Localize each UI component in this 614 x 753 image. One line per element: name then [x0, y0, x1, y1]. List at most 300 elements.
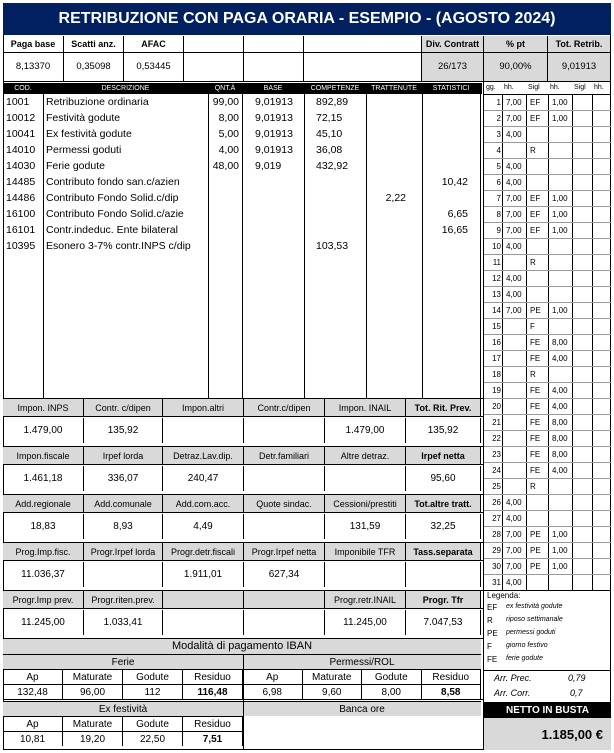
calendar-hours: 4,00	[506, 274, 522, 283]
calendar-hours-2: 1,00	[552, 194, 568, 203]
calendar-hours-2: 8,00	[552, 338, 568, 347]
summary-value	[244, 418, 325, 443]
legend-desc: ex festività godute	[506, 603, 563, 610]
line-desc: Contributo fondo san.c/azien	[46, 176, 180, 188]
calendar-day: 24	[492, 466, 501, 475]
column-divider	[422, 94, 423, 399]
calendar-day: 15	[492, 322, 501, 331]
col-qnta: QNT.À	[208, 83, 242, 94]
calendar-day: 19	[492, 386, 501, 395]
line-competenze: 432,92	[316, 160, 349, 172]
summary-value: 95,60	[406, 466, 481, 491]
calendar-row-line	[484, 286, 611, 287]
summary-label: Progr.Imp prev.	[3, 591, 84, 608]
ferie-value: 116,48	[183, 684, 243, 699]
calendar-day: 29	[492, 546, 501, 555]
summary-value: 336,07	[84, 466, 163, 491]
calendar-day: 21	[492, 418, 501, 427]
line-cod: 10041	[6, 128, 36, 140]
line-desc: Ferie godute	[46, 160, 105, 172]
legend-code: PE	[487, 629, 498, 638]
calendar-code: EF	[530, 210, 541, 219]
column-divider	[366, 94, 367, 399]
summary-label: Impon.altri	[163, 399, 244, 416]
ferie-header: Maturate	[63, 669, 123, 684]
line-competenze: 36,08	[316, 144, 343, 156]
calendar-day: 1	[496, 98, 501, 107]
calendar-row-line	[484, 318, 611, 319]
summary-value: 1.461,18	[3, 466, 84, 491]
permessi-value: 9,60	[303, 684, 363, 699]
calendar-hours-2: 8,00	[552, 434, 568, 443]
bottom-sep-line	[3, 699, 483, 700]
legend-desc: giorno festivo	[506, 642, 548, 649]
calendar-row-line	[484, 350, 611, 351]
calendar-row-line	[484, 158, 611, 159]
legend-code: EF	[487, 603, 498, 612]
header-label	[184, 36, 244, 52]
calendar-hours-2: 4,00	[552, 466, 568, 475]
summary-value: 32,25	[406, 514, 481, 539]
calendar-day: 26	[492, 498, 501, 507]
summary-value: 131,59	[325, 514, 406, 539]
permessi-value: 8,58	[422, 684, 482, 699]
header-label: Tot. Retrib.	[548, 36, 611, 52]
line-qnta: 5,00	[218, 128, 239, 140]
calendar-day: 18	[492, 370, 501, 379]
permessi-header: Maturate	[303, 669, 363, 684]
calendar-row-line	[484, 334, 611, 335]
calendar-row-line	[484, 270, 611, 271]
calendar-day: 6	[496, 178, 501, 187]
summary-value: 135,92	[84, 418, 163, 443]
col-descrizione: DESCRIZIONE	[43, 83, 208, 94]
calendar-code: PE	[530, 530, 541, 539]
calendar-hours-2: 4,00	[552, 402, 568, 411]
calendar-header: Sigl	[528, 84, 540, 91]
header-label	[304, 36, 422, 52]
exfest-value: 22,50	[123, 731, 183, 746]
summary-label: Progr.detr.fiscali	[163, 543, 244, 560]
summary-label: Progr.riten.prev.	[84, 591, 163, 608]
calendar-hours: 4,00	[506, 162, 522, 171]
summary-label: Tot. Rit. Prev.	[406, 399, 481, 416]
summary-value: 8,93	[84, 514, 163, 539]
calendar-hours: 4,00	[506, 242, 522, 251]
calendar-hours-2: 4,00	[552, 386, 568, 395]
rounding-curr-label: Arr. Corr.	[494, 688, 531, 698]
line-qnta: 48,00	[212, 160, 239, 172]
calendar-header: hh.	[504, 84, 514, 91]
calendar-row-line	[484, 302, 611, 303]
summary-value	[84, 562, 163, 587]
calendar-day: 31	[492, 578, 501, 587]
exfest-header: Maturate	[63, 716, 123, 731]
net-pay-value: 1.185,00 €	[484, 718, 611, 750]
line-desc: Permessi goduti	[46, 144, 122, 156]
legend-desc: ferie godute	[506, 655, 543, 662]
summary-value	[163, 418, 244, 443]
summary-label: Prog.Imp.fisc.	[3, 543, 84, 560]
line-cod: 14485	[6, 176, 36, 188]
summary-label: Impon. INAIL	[325, 399, 406, 416]
rounding-prev-value: 0,79	[568, 673, 586, 683]
calendar-day: 4	[496, 146, 501, 155]
header-value: 8,13370	[3, 52, 64, 81]
line-cod: 1001	[6, 96, 30, 108]
calendar-day: 2	[496, 114, 501, 123]
header-label: Scatti anz.	[64, 36, 124, 52]
summary-value	[325, 466, 406, 491]
line-statistici: 6,65	[447, 208, 468, 220]
rounding-curr-value: 0,7	[570, 688, 583, 698]
header-value: 26/173	[422, 52, 484, 81]
calendar-day: 16	[492, 338, 501, 347]
line-desc: Contributo Fondo Solid.c/azie	[46, 208, 184, 220]
calendar-day: 23	[492, 450, 501, 459]
summary-value: 18,83	[3, 514, 84, 539]
calendar-row-line	[484, 190, 611, 191]
header-bottom	[3, 81, 611, 82]
line-base: 9,01913	[255, 128, 293, 140]
summary-value: 1.479,00	[325, 418, 406, 443]
calendar-code: R	[530, 146, 536, 155]
calendar-header: hh.	[550, 84, 560, 91]
summary-label: Tass.separata	[406, 543, 481, 560]
exfest-title: Ex festività	[3, 701, 243, 716]
legend-code: R	[487, 616, 493, 625]
summary-label-line	[3, 560, 483, 561]
permessi-title: Permessi/ROL	[243, 654, 481, 669]
summary-value	[325, 562, 406, 587]
calendar-code: FE	[530, 386, 541, 395]
col-trattenute: TRATTENUTE	[366, 83, 422, 94]
line-desc: Ex festività godute	[46, 128, 132, 140]
calendar-code: EF	[530, 194, 541, 203]
line-competenze: 72,15	[316, 112, 343, 124]
header-label: AFAC	[124, 36, 184, 52]
permessi-header: Godute	[362, 669, 422, 684]
calendar-hours: 4,00	[506, 130, 522, 139]
summary-value: 1.911,01	[163, 562, 244, 587]
summary-label: Altre detraz.	[325, 447, 406, 464]
header-value	[184, 52, 244, 81]
summary-label-line	[3, 416, 483, 417]
calendar-hours-2: 1,00	[552, 114, 568, 123]
line-trattenute: 2,22	[385, 192, 406, 204]
summary-label: Add.regionale	[3, 495, 84, 512]
legend-desc: riposo settimanale	[506, 616, 563, 623]
calendar-code: FE	[530, 354, 541, 363]
calendar-day: 10	[492, 242, 501, 251]
calendar-hours: 7,00	[506, 194, 522, 203]
calendar-hours-2: 1,00	[552, 210, 568, 219]
header-value	[304, 52, 422, 81]
calendar-row-line	[484, 222, 611, 223]
summary-label: Cessioni/prestiti	[325, 495, 406, 512]
line-base: 9,01913	[255, 96, 293, 108]
ferie-header: Residuo	[183, 669, 243, 684]
line-competenze: 892,89	[316, 96, 349, 108]
summary-label: Contr.c/dipen	[244, 399, 325, 416]
exfest-value: 7,51	[183, 731, 243, 746]
calendar-code: R	[530, 482, 536, 491]
summary-value: 1.033,41	[84, 610, 163, 635]
exfest-header: Ap	[3, 716, 63, 731]
calendar-hours: 7,00	[506, 306, 522, 315]
line-desc: Festività godute	[46, 112, 121, 124]
calendar-day: 30	[492, 562, 501, 571]
calendar-col-divider	[572, 94, 573, 590]
summary-label: Progr.retr.INAIL	[325, 591, 406, 608]
summary-label: Add.com.acc.	[163, 495, 244, 512]
summary-label	[163, 591, 244, 608]
calendar-hours-2: 1,00	[552, 306, 568, 315]
calendar-day: 22	[492, 434, 501, 443]
summary-label: Contr. c/dipen	[84, 399, 163, 416]
line-cod: 10395	[6, 240, 36, 252]
calendar-row-line	[484, 126, 611, 127]
permessi-header: Residuo	[422, 669, 482, 684]
calendar-code: FE	[530, 338, 541, 347]
bancaore-title: Banca ore	[243, 701, 481, 716]
net-divider	[483, 590, 484, 750]
calendar-day: 9	[496, 226, 501, 235]
summary-label-line	[3, 512, 483, 513]
col-statistici: STATISTICI	[422, 83, 480, 94]
calendar-day: 20	[492, 402, 501, 411]
exfest-value: 19,20	[63, 731, 123, 746]
calendar-code: PE	[530, 546, 541, 555]
line-desc: Contr.indeduc. Ente bilateral	[46, 224, 178, 236]
calendar-day: 28	[492, 530, 501, 539]
calendar-code: EF	[530, 226, 541, 235]
calendar-hours-2: 1,00	[552, 98, 568, 107]
summary-value: 11.245,00	[3, 610, 84, 635]
col-cod: COD.	[3, 83, 43, 94]
summary-label: Tot.altre tratt.	[406, 495, 481, 512]
calendar-row-line	[484, 254, 611, 255]
line-qnta: 8,00	[218, 112, 239, 124]
calendar-code: FE	[530, 434, 541, 443]
calendar-code: FE	[530, 466, 541, 475]
exfest-header: Residuo	[183, 716, 243, 731]
summary-value: 7.047,53	[406, 610, 481, 635]
line-cod: 14030	[6, 160, 36, 172]
calendar-hours: 4,00	[506, 578, 522, 587]
calendar-hours-2: 1,00	[552, 546, 568, 555]
calendar-row-line	[484, 430, 611, 431]
calendar-row-line	[484, 398, 611, 399]
calendar-hours-2: 4,00	[552, 354, 568, 363]
calendar-header: hh.	[594, 84, 604, 91]
calendar-code: FE	[530, 450, 541, 459]
calendar-row-line	[484, 526, 611, 527]
calendar-day: 27	[492, 514, 501, 523]
calendar-hours: 4,00	[506, 498, 522, 507]
calendar-header: Sigl	[574, 84, 586, 91]
calendar-row-line	[484, 206, 611, 207]
calendar-day: 5	[496, 162, 501, 171]
calendar-row-line	[484, 414, 611, 415]
calendar-row-line	[484, 510, 611, 511]
calendar-col-divider	[526, 94, 527, 590]
summary-label: Progr.Irpef lorda	[84, 543, 163, 560]
summary-label: Imponibile TFR	[325, 543, 406, 560]
calendar-hours-2: 1,00	[552, 530, 568, 539]
header-value: 90,00%	[484, 52, 548, 81]
exfest-header: Godute	[123, 716, 183, 731]
legend-code: FE	[487, 655, 498, 664]
summary-label: Irpef lorda	[84, 447, 163, 464]
calendar-hours: 7,00	[506, 226, 522, 235]
summary-value: 11.036,37	[3, 562, 84, 587]
header-value: 0,35098	[64, 52, 124, 81]
summary-value	[244, 466, 325, 491]
header-label: Div. Contratt	[422, 36, 484, 52]
line-qnta: 99,00	[212, 96, 239, 108]
calendar-hours-2: 1,00	[552, 226, 568, 235]
calendar-row-line	[484, 446, 611, 447]
calendar-row-line	[484, 542, 611, 543]
summary-value: 4,49	[163, 514, 244, 539]
calendar-row-line	[484, 366, 611, 367]
legend-desc: permessi goduti	[506, 629, 556, 636]
calendar-row-line	[484, 558, 611, 559]
line-desc: Esonero 3-7% contr.INPS c/dip	[46, 240, 191, 252]
summary-label: Detraz.Lav.dip.	[163, 447, 244, 464]
net-pay-label: NETTO IN BUSTA	[484, 702, 611, 718]
summary-value: 135,92	[406, 418, 481, 443]
calendar-day: 8	[496, 210, 501, 219]
calendar-row-line	[484, 238, 611, 239]
line-competenze: 45,10	[316, 128, 343, 140]
calendar-code: F	[530, 322, 535, 331]
payment-label: Modalità di pagamento IBAN	[171, 640, 313, 652]
line-qnta: 4,00	[218, 144, 239, 156]
header-value	[244, 52, 304, 81]
calendar-hours: 4,00	[506, 514, 522, 523]
calendar-row-line	[484, 110, 611, 111]
calendar-row-line	[484, 382, 611, 383]
calendar-day: 14	[492, 306, 501, 315]
calendar-hours-2: 1,00	[552, 562, 568, 571]
summary-label-line	[3, 608, 483, 609]
column-divider	[242, 94, 243, 399]
calendar-day: 7	[496, 194, 501, 203]
calendar-hours: 7,00	[506, 114, 522, 123]
legend-title: Legenda:	[487, 591, 521, 600]
calendar-header: gg.	[486, 84, 496, 91]
calendar-hours-2: 8,00	[552, 450, 568, 459]
header-label	[244, 36, 304, 52]
line-base: 9,01913	[255, 144, 293, 156]
calendar-col-divider	[592, 94, 593, 590]
calendar-code: R	[530, 370, 536, 379]
column-divider	[43, 94, 44, 399]
summary-value: 240,47	[163, 466, 244, 491]
legend-code: F	[487, 642, 492, 651]
header-label: % pt	[484, 36, 548, 52]
line-cod: 16101	[6, 224, 36, 236]
line-competenze: 103,53	[316, 240, 349, 252]
line-cod: 10012	[6, 112, 36, 124]
calendar-day: 12	[492, 274, 501, 283]
calendar-row-line	[484, 174, 611, 175]
calendar-code: FE	[530, 402, 541, 411]
line-statistici: 10,42	[441, 176, 468, 188]
summary-label: Progr. Tfr	[406, 591, 481, 608]
calendar-hours: 4,00	[506, 178, 522, 187]
ferie-header: Godute	[123, 669, 183, 684]
summary-label: Detr.familiari	[244, 447, 325, 464]
calendar-row-line	[484, 478, 611, 479]
calendar-hours: 4,00	[506, 290, 522, 299]
line-cod: 14010	[6, 144, 36, 156]
line-cod: 16100	[6, 208, 36, 220]
header-value: 0,53445	[124, 52, 184, 81]
calendar-day: 13	[492, 290, 501, 299]
ferie-value: 112	[123, 684, 183, 699]
line-desc: Retribuzione ordinaria	[46, 96, 149, 108]
summary-label: Quote sindac.	[244, 495, 325, 512]
calendar-day: 25	[492, 482, 501, 491]
calendar-code: EF	[530, 114, 541, 123]
summary-value: 627,34	[244, 562, 325, 587]
col-competenze: COMPETENZE	[304, 83, 366, 94]
summary-label: Irpef netta	[406, 447, 481, 464]
line-desc: Contributo Fondo Solid.c/dip	[46, 192, 179, 204]
calendar-hours-2: 8,00	[552, 418, 568, 427]
calendar-day: 17	[492, 354, 501, 363]
calendar-code: R	[530, 258, 536, 267]
summary-value	[244, 514, 325, 539]
exfest-value: 10,81	[3, 731, 63, 746]
line-base: 9,01913	[255, 112, 293, 124]
summary-label: Impon.fiscale	[3, 447, 84, 464]
summary-value	[406, 562, 481, 587]
col-base: BASE	[242, 83, 304, 94]
calendar-row-line	[484, 142, 611, 143]
summary-value	[163, 610, 244, 635]
summary-label-line	[3, 464, 483, 465]
line-cod: 14486	[6, 192, 36, 204]
summary-label: Impon. INPS	[3, 399, 84, 416]
calendar-col-divider	[502, 94, 503, 590]
calendar-hours: 7,00	[506, 562, 522, 571]
calendar-code: EF	[530, 98, 541, 107]
summary-label	[244, 591, 325, 608]
calendar-row-line	[484, 574, 611, 575]
summary-label: Add.comunale	[84, 495, 163, 512]
header-label: Paga base	[3, 36, 64, 52]
header-value: 9,01913	[548, 52, 611, 81]
calendar-col-divider	[548, 94, 549, 590]
line-base: 9,019	[255, 160, 282, 172]
summary-label: Progr.Irpef netta	[244, 543, 325, 560]
calendar-hours: 7,00	[506, 546, 522, 555]
calendar-code: PE	[530, 562, 541, 571]
calendar-row-line	[484, 462, 611, 463]
permessi-value: 8,00	[362, 684, 422, 699]
calendar-hours: 7,00	[506, 98, 522, 107]
permessi-header: Ap	[243, 669, 303, 684]
ferie-value: 132,48	[3, 684, 63, 699]
summary-value: 1.479,00	[3, 418, 84, 443]
calendar-hours: 7,00	[506, 530, 522, 539]
line-statistici: 16,65	[441, 224, 468, 236]
header-divider	[3, 52, 611, 53]
